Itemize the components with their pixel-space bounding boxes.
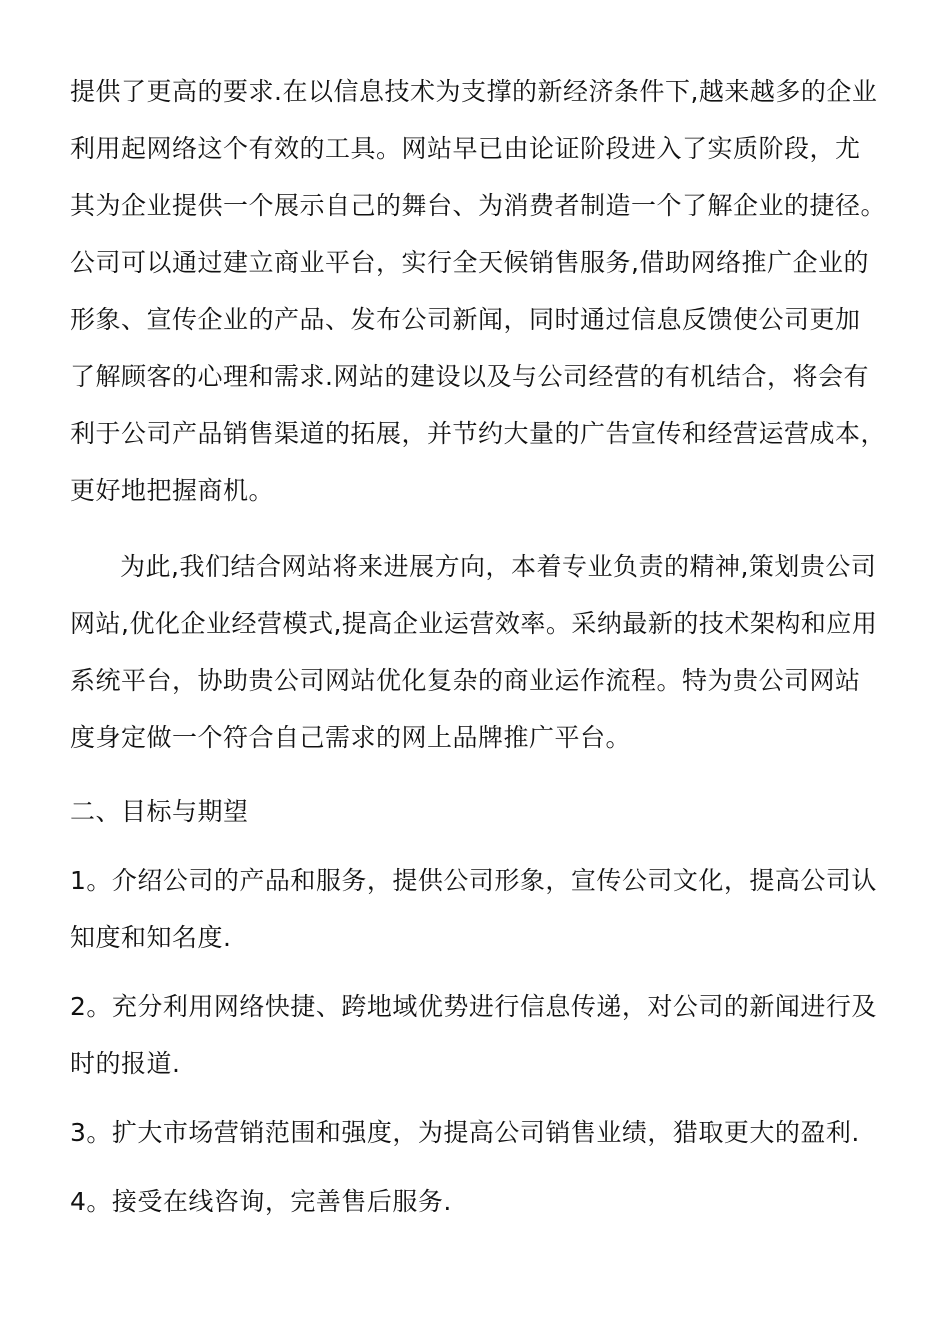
goal-item-line: 1。介绍公司的产品和服务，提供公司形象，宣传公司文化，提高公司认 [70, 866, 877, 895]
paragraph-line: 度身定做一个符合自己需求的网上品牌推广平台。 [70, 723, 632, 752]
paragraph-line: 形象、宣传企业的产品、发布公司新闻，同时通过信息反馈使公司更加 [70, 305, 861, 334]
goal-item-line: 2。充分利用网络快捷、跨地域优势进行信息传递，对公司的新闻进行及 [70, 992, 877, 1021]
paragraph-line: 为此,我们结合网站将来进展方向，本着专业负责的精神,策划贵公司 [120, 552, 877, 581]
goal-item-line: 时的报道. [70, 1049, 181, 1078]
paragraph-line: 了解顾客的心理和需求.网站的建设以及与公司经营的有机结合，将会有 [70, 362, 869, 391]
paragraph-line: 其为企业提供一个展示自己的舞台、为消费者制造一个了解企业的捷径。 [70, 191, 887, 220]
paragraph-line: 利于公司产品销售渠道的拓展，并节约大量的广告宣传和经营运营成本， [70, 419, 887, 448]
goal-item-line: 知度和知名度. [70, 923, 232, 952]
paragraph-line: 利用起网络这个有效的工具。网站早已由论证阶段进入了实质阶段，尤 [70, 134, 861, 163]
goal-item-line: 3。扩大市场营销范围和强度，为提高公司销售业绩，猎取更大的盈利. [70, 1118, 860, 1147]
paragraph-line: 系统平台，协助贵公司网站优化复杂的商业运作流程。特为贵公司网站 [70, 666, 861, 695]
paragraph-line: 公司可以通过建立商业平台，实行全天候销售服务,借助网络推广企业的 [70, 248, 869, 277]
section-heading: 二、目标与期望 [70, 797, 249, 826]
paragraph-line: 更好地把握商机。 [70, 476, 275, 505]
paragraph-line: 提供了更高的要求.在以信息技术为支撑的新经济条件下,越来越多的企业 [70, 77, 878, 106]
paragraph-line: 网站,优化企业经营模式,提高企业运营效率。采纳最新的技术架构和应用 [70, 609, 878, 638]
goal-item-line: 4。接受在线咨询，完善售后服务. [70, 1187, 452, 1216]
